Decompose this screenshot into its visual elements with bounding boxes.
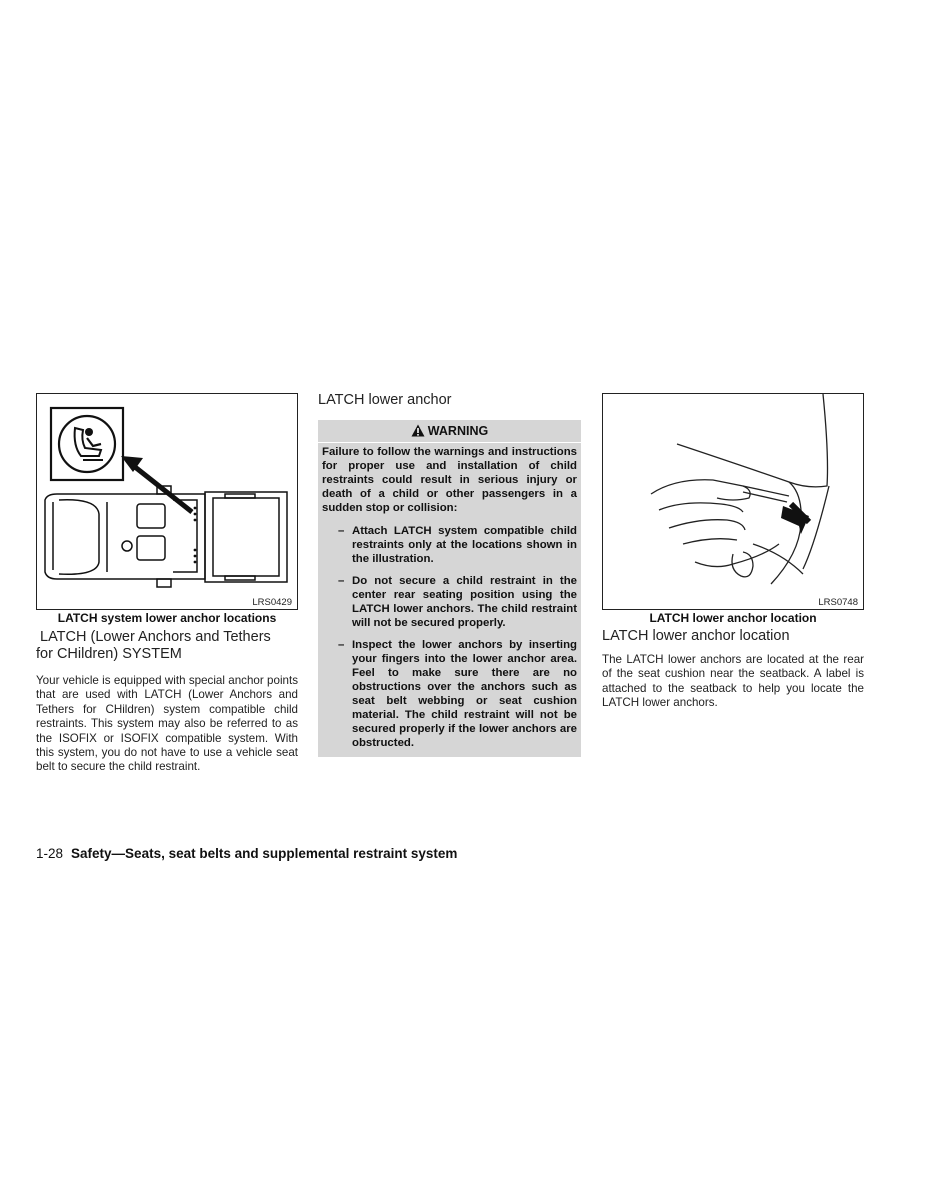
section-heading: [36, 629, 298, 663]
chapter-title: Safety—Seats, seat belts and supplemental restraint system: [71, 846, 458, 861]
figure-code: LRS0429: [252, 597, 292, 608]
truck-top-view-illustration: [37, 394, 297, 609]
warning-title: [318, 422, 581, 440]
warning-item: [338, 524, 577, 566]
figure-caption: LATCH lower anchor location: [649, 611, 817, 625]
list-dash: –: [338, 639, 345, 651]
seat-hand-illustration: [603, 394, 863, 609]
list-dash: –: [338, 575, 345, 587]
figure-anchor-location: [602, 393, 864, 610]
list-dash: –: [338, 525, 345, 537]
warning-item: [338, 638, 577, 750]
child-seat-icon: [51, 408, 123, 480]
heading-line: LATCH (Lower Anchors and Tethers: [40, 629, 271, 645]
warning-item: [338, 574, 577, 630]
warning-item-text: Inspect the lower anchors by inserting your fingers into the lower anchor area. Feel to make sure there are no obstructions over the anchors such as seat belt webbing or seat cushion material. The child restraint will not be secured properly if the lower anchors are obstructed.: [352, 639, 577, 749]
warning-box: [318, 420, 581, 757]
warning-title-text: WARNING: [427, 424, 489, 438]
warning-intro: Failure to follow the warnings and instructions for proper use and installation of child restraints could result in serious injury or death of a child or other passengers in a sudden stop or collision:: [322, 446, 577, 514]
warning-list: [338, 524, 577, 758]
heading-line: for CHildren) SYSTEM: [36, 646, 182, 662]
warning-item-text: Attach LATCH system compatible child restraints only at the locations shown in the illustration.: [352, 525, 577, 565]
figure-code: LRS0748: [818, 597, 858, 608]
truck-outline: [45, 486, 287, 587]
section-body: The LATCH lower anchors are located at the rear of the seat cushion near the seatback. A label is attached to the seatback to help you locate the LATCH lower anchors.: [602, 653, 864, 710]
pointer-arrow: [781, 504, 809, 534]
page-footer: [36, 846, 457, 861]
section-body: Your vehicle is equipped with special anchor points that are used with LATCH (Lower Anchors and Tethers for CHildren) system compatible child restraints. This system may also be referred to as the ISOFIX or ISOFIX compatible system. With this system, you do not have to use a vehicle seat belt to secure the child restraint.: [36, 674, 298, 774]
warning-triangle-icon: [411, 424, 425, 437]
warning-divider: [318, 442, 581, 443]
figure-latch-locations: [36, 393, 298, 610]
section-heading: LATCH lower anchor: [318, 392, 452, 408]
figure-caption: LATCH system lower anchor locations: [57, 611, 277, 625]
page-number: 1-28: [36, 846, 64, 861]
section-heading: LATCH lower anchor location: [602, 628, 790, 644]
anchor-points: [194, 507, 197, 564]
warning-item-text: Do not secure a child restraint in the center rear seating position using the LATCH lower anchors. The child restraint will not be secured properly.: [352, 575, 577, 629]
